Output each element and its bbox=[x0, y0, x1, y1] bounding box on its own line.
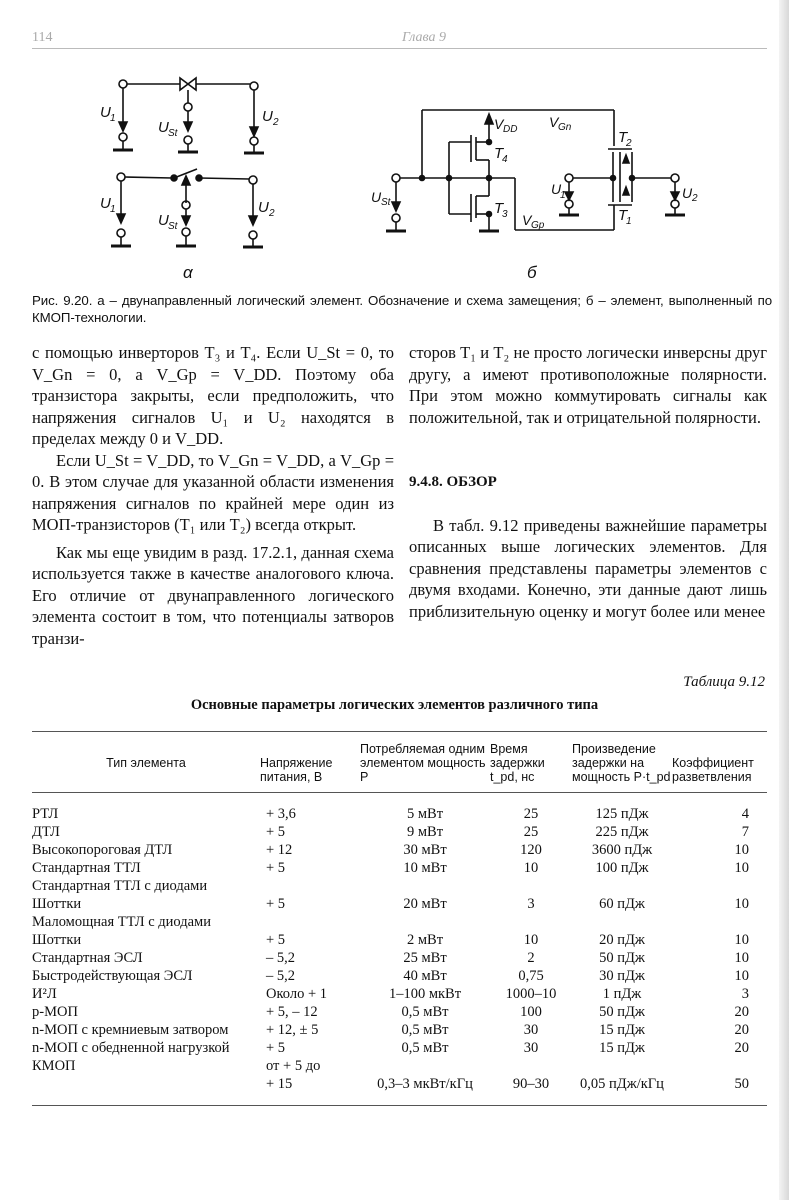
svg-text:T: T bbox=[618, 207, 628, 224]
svg-text:U: U bbox=[158, 212, 169, 229]
cell-delay: 90–30 bbox=[490, 1075, 572, 1106]
cell-power: 30 мВт bbox=[403, 842, 447, 858]
figure-9-20 bbox=[0, 60, 789, 290]
table-row bbox=[32, 913, 767, 931]
cell-type: Стандартная ТТЛ bbox=[32, 860, 141, 876]
svg-text:DD: DD bbox=[503, 124, 518, 135]
diagram-a-bottom bbox=[100, 169, 275, 247]
cell-voltage: + 15 bbox=[260, 1075, 360, 1106]
cell-power: 0,5 мВт bbox=[401, 1040, 449, 1056]
cell-voltage: Около + 1 bbox=[266, 986, 328, 1002]
paragraph: с помощью инверторов T₃ и T₄. Если U_St = 0, то V_Gn = 0, а V_Gp = V_DD. Поэтому оба транзистора закрыты, если предположить, что напряжения сигналов U₁ и U₂ находятся в пределах между 0 и V_DD. bbox=[32, 343, 394, 448]
cell-product: 15 пДж bbox=[599, 1022, 645, 1038]
col-header-fanout: Коэффициент разветвления bbox=[672, 756, 754, 784]
cell-type: КМОП bbox=[32, 1058, 76, 1074]
circuit-diagrams bbox=[0, 60, 789, 290]
cell-type: Высокопороговая ДТЛ bbox=[32, 842, 173, 858]
cell-fanout bbox=[672, 877, 767, 895]
cell-fanout: 4 bbox=[741, 806, 749, 822]
cell-product: 3600 пДж bbox=[591, 842, 653, 858]
diagram-b bbox=[371, 110, 698, 231]
table-row bbox=[32, 931, 767, 949]
cell-voltage bbox=[260, 913, 360, 931]
cell-type: РТЛ bbox=[32, 806, 59, 822]
svg-text:V: V bbox=[522, 212, 532, 228]
cell-product: 60 пДж bbox=[599, 896, 645, 912]
cell-voltage: + 5 bbox=[266, 896, 286, 912]
cell-voltage: + 5, – 12 bbox=[266, 1004, 318, 1020]
text-column-left bbox=[32, 342, 394, 649]
paragraph: Если U_St = V_DD, то V_Gn = V_DD, а V_Gp = 0. В этом случае для указанной области изменения напряжения сигналов по крайней мере один из МОП-транзисторов (T₁ или T₂) всегда открыт. bbox=[32, 450, 394, 534]
cell-product: 1 пДж bbox=[602, 986, 642, 1002]
cell-voltage: + 5 bbox=[266, 824, 286, 840]
cell-voltage: от + 5 до bbox=[266, 1058, 321, 1074]
diagram-a-top bbox=[100, 78, 279, 153]
cell-power: 9 мВт bbox=[406, 824, 444, 840]
svg-text:St: St bbox=[168, 128, 178, 139]
cell-fanout: 50 bbox=[672, 1075, 767, 1106]
cell-product: 30 пДж bbox=[599, 968, 645, 984]
label-b: б bbox=[527, 263, 537, 282]
cell-type: n-МОП с кремниевым затвором bbox=[32, 1022, 229, 1038]
svg-text:1: 1 bbox=[110, 113, 116, 124]
cell-fanout: 20 bbox=[734, 1022, 749, 1038]
cell-power: 5 мВт bbox=[406, 806, 444, 822]
cell-fanout: 10 bbox=[734, 860, 749, 876]
table-row bbox=[32, 1075, 767, 1106]
cell-power: 0,5 мВт bbox=[401, 1022, 449, 1038]
table-row bbox=[32, 1039, 767, 1057]
svg-text:T: T bbox=[618, 129, 628, 146]
cell-type: Шоттки bbox=[32, 896, 82, 912]
cell-product: 100 пДж bbox=[595, 860, 649, 876]
cell-power: 40 мВт bbox=[403, 968, 447, 984]
svg-text:St: St bbox=[381, 197, 391, 208]
svg-text:V: V bbox=[549, 114, 559, 130]
svg-text:U: U bbox=[551, 181, 562, 197]
cell-voltage: – 5,2 bbox=[266, 950, 295, 966]
cell-voltage: + 5 bbox=[266, 932, 286, 948]
cell-product bbox=[572, 877, 672, 895]
svg-text:U: U bbox=[100, 104, 111, 121]
table-row bbox=[32, 949, 767, 967]
cell-power: 1–100 мкВт bbox=[388, 986, 462, 1002]
cell-delay: 30 bbox=[523, 1022, 539, 1038]
cell-delay: 0,75 bbox=[518, 968, 544, 984]
cell-power: 20 мВт bbox=[403, 896, 447, 912]
cell-power: 10 мВт bbox=[403, 860, 447, 876]
text-column-right bbox=[409, 342, 767, 622]
table-row bbox=[32, 1057, 767, 1075]
table-row bbox=[32, 841, 767, 859]
svg-text:2: 2 bbox=[692, 193, 698, 204]
page-number: 114 bbox=[32, 30, 53, 45]
svg-text:1: 1 bbox=[110, 204, 116, 215]
table-row bbox=[32, 1003, 767, 1021]
chapter-head: Глава 9 bbox=[402, 30, 446, 45]
cell-product: 20 пДж bbox=[599, 932, 645, 948]
cell-type: Стандартная ТТЛ с диодами bbox=[32, 878, 208, 894]
svg-text:V: V bbox=[494, 116, 504, 132]
table-row bbox=[32, 859, 767, 877]
cell-type bbox=[32, 1075, 260, 1106]
cell-delay bbox=[490, 877, 572, 895]
cell-delay: 100 bbox=[520, 1004, 542, 1020]
cell-product bbox=[572, 913, 672, 931]
running-head bbox=[32, 28, 767, 49]
cell-delay bbox=[490, 1057, 572, 1075]
svg-text:U: U bbox=[258, 199, 269, 216]
svg-text:2: 2 bbox=[269, 208, 275, 219]
cell-type: p-МОП bbox=[32, 1004, 78, 1020]
col-header-delay: Время задержки t_pd, нс bbox=[490, 742, 545, 784]
cell-delay: 1000–10 bbox=[505, 986, 557, 1002]
cell-power bbox=[360, 1057, 490, 1075]
cell-power: 25 мВт bbox=[403, 950, 447, 966]
cell-delay: 25 bbox=[523, 806, 539, 822]
cell-power: 0,5 мВт bbox=[401, 1004, 449, 1020]
cell-fanout bbox=[672, 1057, 767, 1075]
table-header-row bbox=[32, 732, 767, 793]
table-row bbox=[32, 985, 767, 1003]
svg-text:U: U bbox=[100, 195, 111, 212]
svg-text:U: U bbox=[682, 185, 693, 201]
svg-text:T: T bbox=[494, 145, 504, 162]
cell-voltage bbox=[260, 877, 360, 895]
cell-voltage: + 12 bbox=[266, 842, 293, 858]
table-row bbox=[32, 793, 767, 824]
cell-power: 2 мВт bbox=[406, 932, 444, 948]
svg-text:U: U bbox=[371, 189, 382, 205]
paragraph: сторов T₁ и T₂ не просто логически инверсны друг другу, а имеют противоположные полярности. При этом можно коммутировать сигналы как положительной, так и отрицательной полярности. bbox=[409, 343, 767, 427]
cell-voltage: + 3,6 bbox=[266, 806, 296, 822]
paragraph: В табл. 9.12 приведены важнейшие параметры описанных выше логических элементов. Для сравнения представлены параметры элементов с двумя входами. Конечно, эти данные дают лишь приблизительную оценку и могут более или менее bbox=[409, 515, 767, 621]
cell-fanout: 10 bbox=[734, 968, 749, 984]
table-row bbox=[32, 895, 767, 913]
cell-product bbox=[572, 1057, 672, 1075]
cell-delay: 3 bbox=[527, 896, 535, 912]
col-header-product: Произведение задержки на мощность P·t_pd bbox=[572, 742, 671, 784]
cell-power: 0,3–3 мкВт/кГц bbox=[360, 1075, 490, 1106]
cell-delay: 30 bbox=[523, 1040, 539, 1056]
svg-text:2: 2 bbox=[273, 117, 279, 128]
cell-product: 0,05 пДж/кГц bbox=[572, 1075, 672, 1106]
cell-delay bbox=[490, 913, 572, 931]
cell-fanout: 20 bbox=[734, 1004, 749, 1020]
label-a: α bbox=[183, 263, 193, 282]
cell-delay: 2 bbox=[527, 950, 535, 966]
cell-product: 50 пДж bbox=[599, 950, 645, 966]
svg-text:Gn: Gn bbox=[558, 122, 572, 133]
svg-text:1: 1 bbox=[560, 190, 566, 201]
cell-type: Быстродействующая ЭСЛ bbox=[32, 968, 193, 984]
cell-type: ДТЛ bbox=[32, 824, 60, 840]
cell-voltage: + 5 bbox=[266, 1040, 286, 1056]
cell-fanout: 10 bbox=[734, 950, 749, 966]
cell-fanout: 20 bbox=[734, 1040, 749, 1056]
svg-text:T: T bbox=[494, 200, 504, 217]
svg-text:1: 1 bbox=[626, 216, 632, 227]
col-header-type: Тип элемента bbox=[106, 756, 186, 770]
table-label: Таблица 9.12 bbox=[683, 674, 765, 690]
col-header-voltage: Напряжение питания, В bbox=[260, 756, 333, 784]
table-row bbox=[32, 967, 767, 985]
paragraph: Как мы еще увидим в разд. 17.2.1, данная схема используется также в качестве аналогового ключа. Его отличие от двунаправленного логического элемента состоит в том, что потенциалы затворов транзи- bbox=[32, 542, 394, 648]
cell-type: Шоттки bbox=[32, 932, 82, 948]
svg-text:U: U bbox=[158, 119, 169, 136]
table-title: Основные параметры логических элементов различного типа bbox=[190, 697, 599, 713]
cell-fanout: 7 bbox=[741, 824, 749, 840]
cell-power bbox=[360, 877, 490, 895]
parameters-table bbox=[32, 731, 767, 1106]
cell-delay: 10 bbox=[523, 860, 539, 876]
cell-voltage: + 12, ± 5 bbox=[266, 1022, 319, 1038]
cell-product: 50 пДж bbox=[599, 1004, 645, 1020]
svg-text:U: U bbox=[262, 108, 273, 125]
cell-product: 15 пДж bbox=[599, 1040, 645, 1056]
cell-fanout: 10 bbox=[734, 932, 749, 948]
cell-type: Маломощная ТТЛ с диодами bbox=[32, 914, 211, 930]
cell-product: 125 пДж bbox=[595, 806, 649, 822]
cell-voltage: + 5 bbox=[266, 860, 286, 876]
cell-type: n-МОП с обедненной нагрузкой bbox=[32, 1040, 230, 1056]
svg-text:3: 3 bbox=[502, 209, 508, 220]
table-row bbox=[32, 1021, 767, 1039]
svg-text:2: 2 bbox=[626, 138, 632, 149]
cell-delay: 120 bbox=[520, 842, 542, 858]
col-header-power: Потребляемая одним элементом мощность P bbox=[360, 742, 486, 784]
cell-fanout: 10 bbox=[734, 842, 749, 858]
svg-text:Gp: Gp bbox=[531, 220, 545, 231]
cell-delay: 10 bbox=[523, 932, 539, 948]
cell-fanout bbox=[672, 913, 767, 931]
cell-type: Стандартная ЭСЛ bbox=[32, 950, 143, 966]
cell-product: 225 пДж bbox=[595, 824, 649, 840]
svg-text:St: St bbox=[168, 221, 178, 232]
cell-fanout: 10 bbox=[734, 896, 749, 912]
figure-caption: Рис. 9.20. а – двунаправленный логический элемент. Обозначение и схема замещения; б – элемент, выполненный по КМОП-технологии. bbox=[32, 293, 772, 325]
section-heading: 9.4.8. ОБЗОР bbox=[409, 474, 497, 490]
cell-power bbox=[360, 913, 490, 931]
svg-text:4: 4 bbox=[502, 154, 508, 165]
table-row bbox=[32, 877, 767, 895]
cell-fanout: 3 bbox=[741, 986, 749, 1002]
table-row bbox=[32, 823, 767, 841]
cell-voltage: – 5,2 bbox=[266, 968, 295, 984]
cell-delay: 25 bbox=[523, 824, 539, 840]
cell-type: И²Л bbox=[32, 986, 57, 1002]
